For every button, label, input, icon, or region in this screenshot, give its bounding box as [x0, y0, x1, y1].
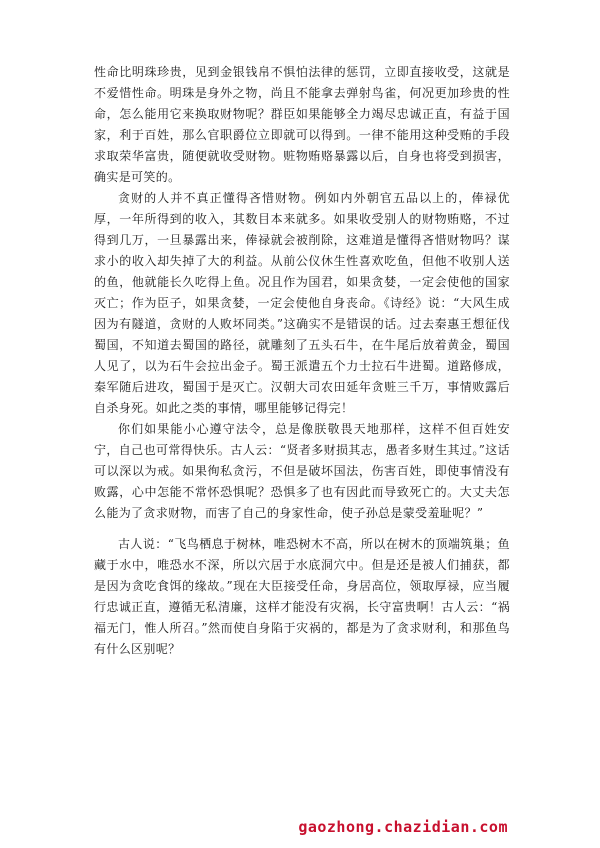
paragraph-3: 你们如果能小心遵守法令，总是像朕敬畏天地那样，这样不但百姓安宁，自己也可常得快乐。古人云：“贤者多财损其志，愚者多财生其过。”这话可以深以为戒。如果徇私贪污，不但是破坏国法，伤害百姓，即使事情没有败露，心中怎能不常怀恐惧呢？恐惧多了也有因此而导致死亡的。大丈夫怎么能为了贪求财物，而害了自己的身家性命，使子孙总是蒙受羞耻呢？”	[94, 422, 510, 520]
site-watermark: gaozhong.chazidian.com	[298, 818, 508, 836]
paragraph-4: 古人说：“飞鸟栖息于树林，唯恐树木不高，所以在树木的顶端筑巢；鱼藏于水中，唯恐水不深，所以穴居于水底洞穴中。但是还是被人们捕获，都是因为贪吃食饵的缘故。”现在大臣接受任命，身居高位，领取厚禄，应当履行忠诚正直，遵循无私清廉，这样才能没有灾祸，长守富贵啊！古人云：“祸福无门，惟人所召。”然而使自身陷于灾祸的，都是为了贪求财利，和那鱼鸟有什么区别呢？	[94, 537, 510, 656]
paragraph-2: 贪财的人并不真正懂得吝惜财物。例如内外朝官五品以上的，俸禄优厚，一年所得到的收入，其数目本来就多。如果收受别人的财物贿赂，不过得到几万，一旦暴露出来，俸禄就会被削除，这难道是懂得吝惜财物吗？谋求小的收入却失掉了大的利益。从前公仪休生性喜欢吃鱼，但他不收别人送的鱼，他就能长久吃得上鱼。况且作为国君，如果贪婪，一定会使他的国家灭亡；作为臣子，如果贪婪，一定会使他自身丧命。《诗经》说：“大风生成因为有隧道，贪财的人败坏同类。”这确实不是错误的话。过去秦惠王想征伐蜀国，不知道去蜀国的路径，就雕刻了五头石牛，在牛尾后放着黄金，蜀国人见了，以为石牛会拉出金子。蜀王派遣五个力士拉石牛进蜀。道路修成，秦军随后进攻，蜀国于是灭亡。汉朝大司农田延年贪赃三千万，事情败露后自杀身死。如此之类的事情，哪里能够记得完！	[94, 191, 510, 415]
document-body	[94, 62, 510, 660]
paragraph-1: 性命比明珠珍贵，见到金银钱帛不惧怕法律的惩罚，立即直接收受，这就是不爱惜性命。明珠是身外之物，尚且不能拿去弹射鸟雀，何况更加珍贵的性命，怎么能用它来换取财物呢？群臣如果能够全力竭尽忠诚正直，有益于国家，利于百姓，那么官职爵位立即就可以得到。一律不能用这种受贿的手段求取荣华富贵，随便就收受财物。赃物贿赂暴露以后，自身也将受到损害，确实是可笑的。	[94, 65, 510, 184]
